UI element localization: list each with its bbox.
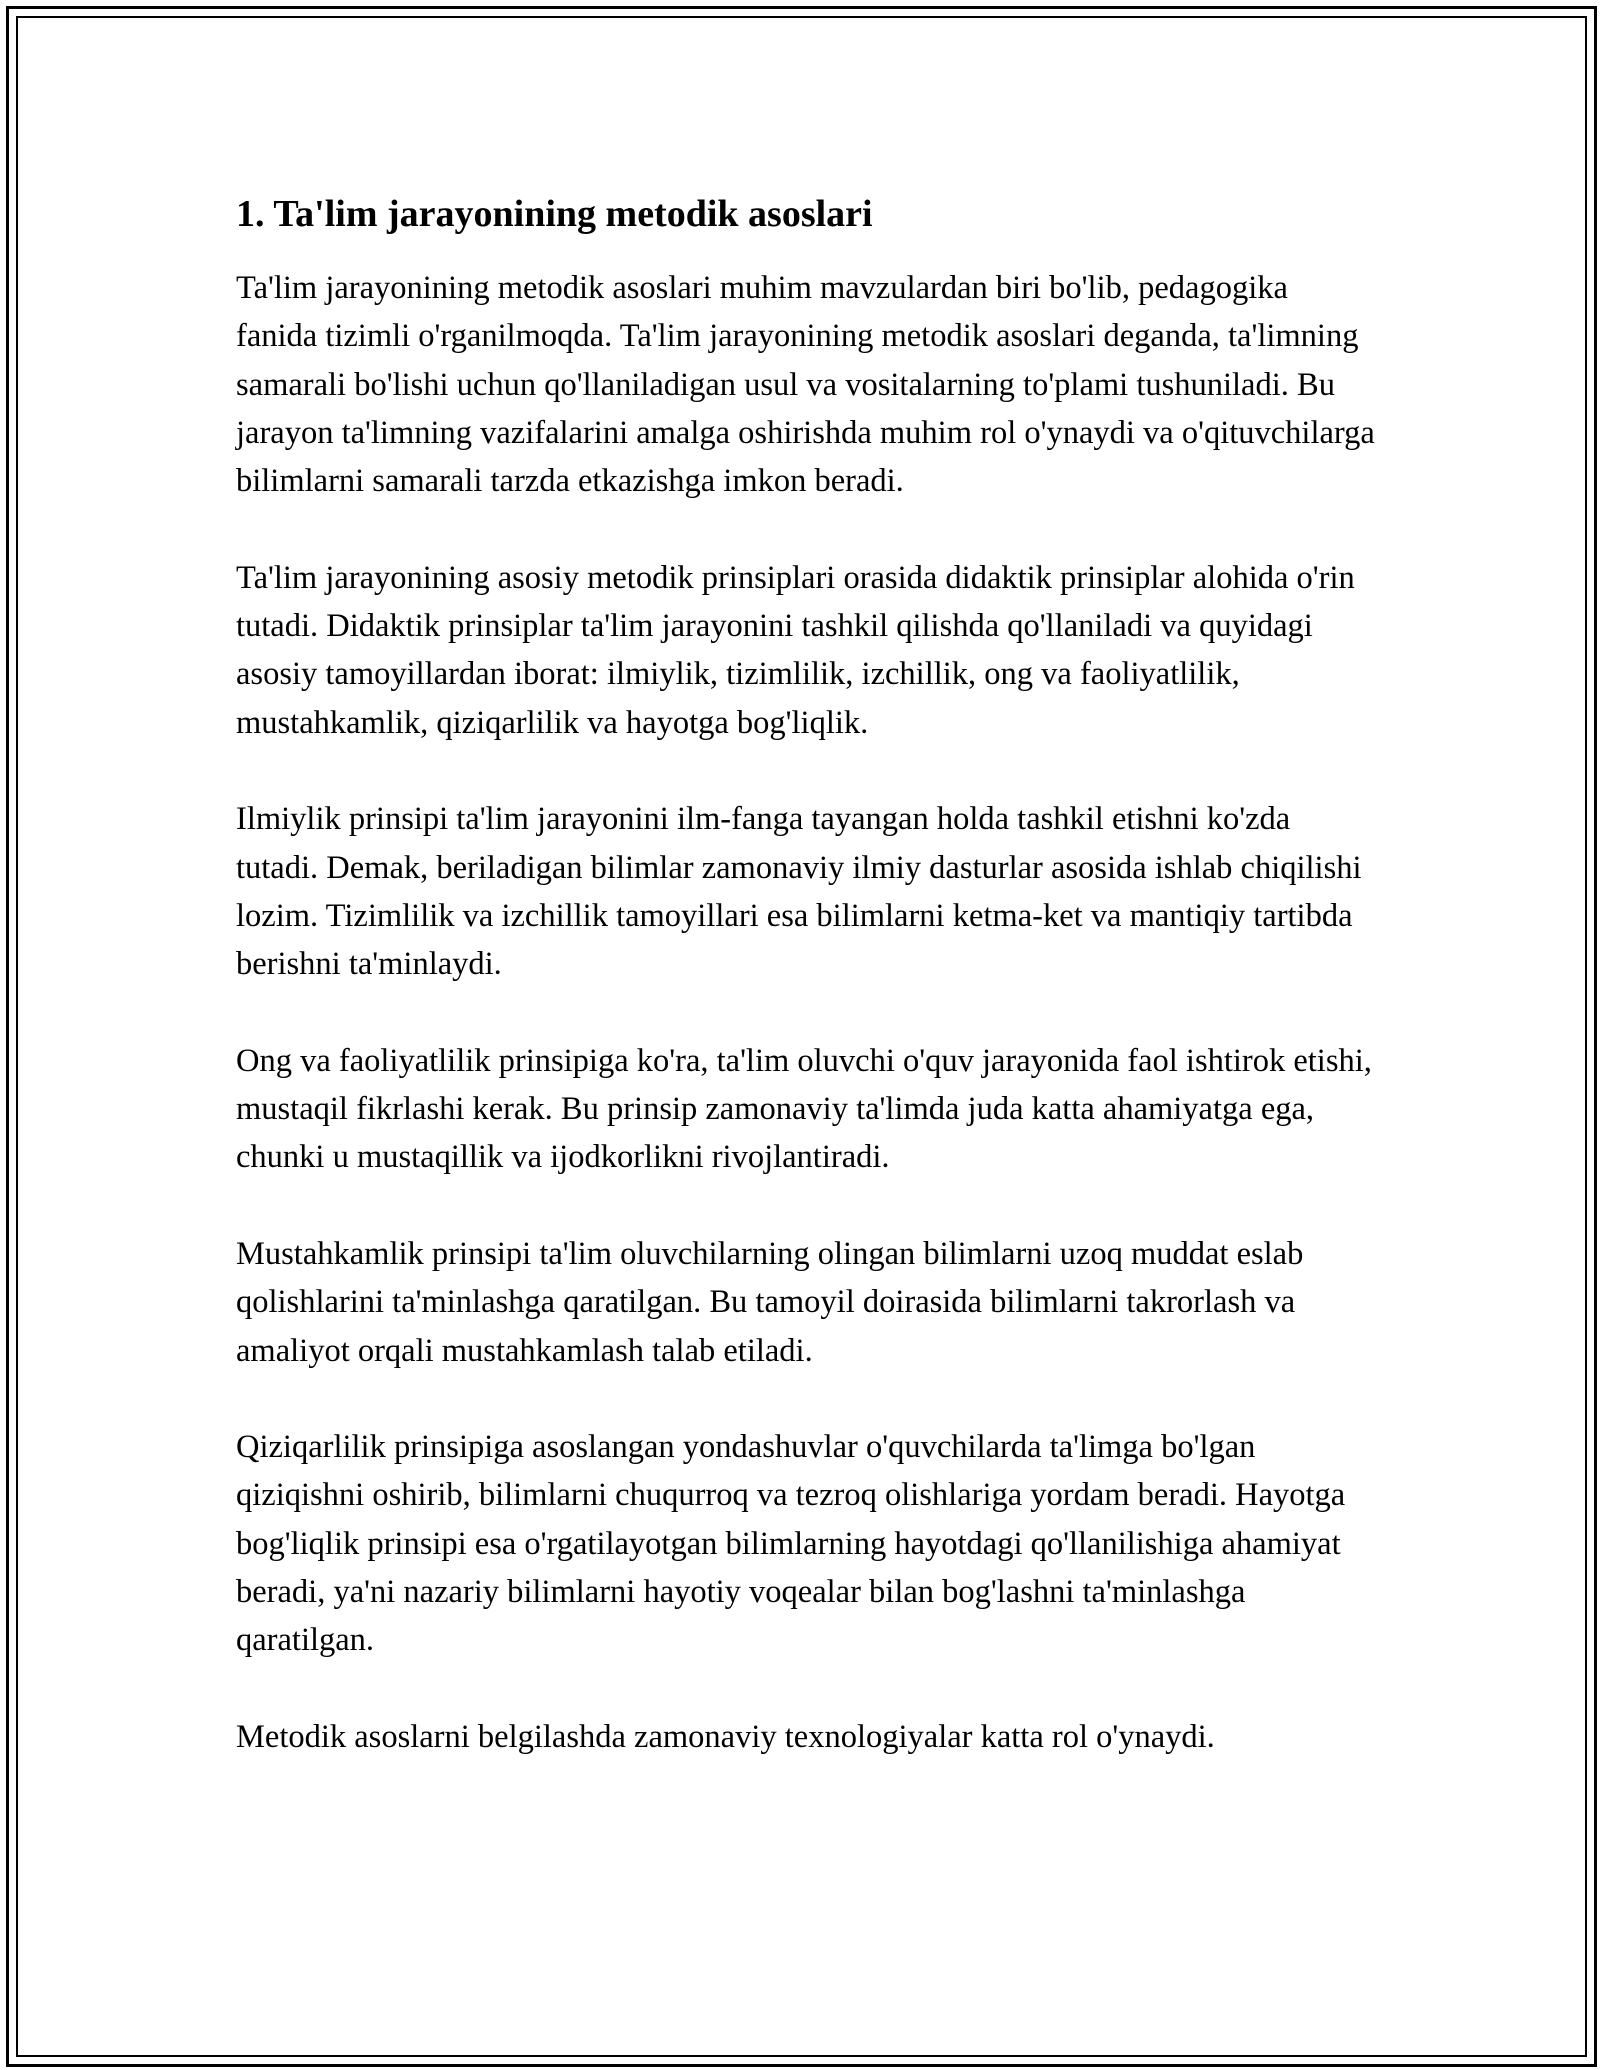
document-body [236,186,1376,1810]
paragraph-scientific-principle: Ilmiylik prinsipi ta'lim jarayonini ilm-fanga tayangan holda tashkil etishni ko'zda tutadi. Demak, beriladigan bilimlar zamonaviy ilmiy dasturlar asosida ishlab chiqilishi lozim. Tizimlilik va izchillik tamoyillari esa bilimlarni ketma-ket va mantiqiy tartibda berishni ta'minlaydi. [236,801,1362,983]
paragraph-activity-principle: Ong va faoliyatlilik prinsipiga ko'ra, ta'lim oluvchi o'quv jarayonida faol ishtirok etishi, mustaqil fikrlashi kerak. Bu prinsip zamonaviy ta'limda juda katta ahamiyatga ega, chunki u mustaqillik va ijodkorlikni rivojlantiradi. [236,1042,1372,1176]
paragraph-intro: Ta'lim jarayonining metodik asoslari muhim mavzulardan biri bo'lib, pedagogika fanida tizimli o'rganilmoqda. Ta'lim jarayonining metodik asoslari deganda, ta'limning samarali bo'lishi uchun qo'llaniladigan usul va vositalarning to'plami tushuniladi. Bu jarayon ta'limning vazifalarini amalga oshirishda muhim rol o'ynaydi va o'qituvchilarga bilimlarni samarali tarzda etkazishga imkon beradi. [236,270,1375,500]
section-heading: 1. Ta'lim jarayonining metodik asoslari [236,193,873,235]
paragraph-didactic-principles: Ta'lim jarayonining asosiy metodik prinsiplari orasida didaktik prinsiplar alohida o'rin tutadi. Didaktik prinsiplar ta'lim jarayonini tashkil qilishda qo'llaniladi va quyidagi asosiy tamoyillardan iborat: ilmiylik, tizimlilik, izchillik, ong va faoliyatlilik, mustahkamlik, qiziqarlilik va hayotga bog'liqlik. [236,559,1355,741]
paragraph-consolidation-principle: Mustahkamlik prinsipi ta'lim oluvchilarning olingan bilimlarni uzoq muddat eslab qolishlarini ta'minlashga qaratilgan. Bu tamoyil doirasida bilimlarni takrorlash va amaliyot orqali mustahkamlash talab etiladi. [236,1235,1304,1369]
paragraph-technologies: Metodik asoslarni belgilashda zamonaviy texnologiyalar katta rol o'ynaydi. [236,1718,1215,1755]
paragraph-interest-principle: Qiziqarlilik prinsipiga asoslangan yondashuvlar o'quvchilarda ta'limga bo'lgan qiziqishni oshirib, bilimlarni chuqurroq va tezroq olishlariga yordam beradi. Hayotga bog'liqlik prinsipi esa o'rgatilayotgan bilimlarning hayotdagi qo'llanilishiga ahamiyat beradi, ya'ni nazariy bilimlarni hayotiy voqealar bilan bog'lashni ta'minlashga qaratilgan. [236,1429,1346,1659]
